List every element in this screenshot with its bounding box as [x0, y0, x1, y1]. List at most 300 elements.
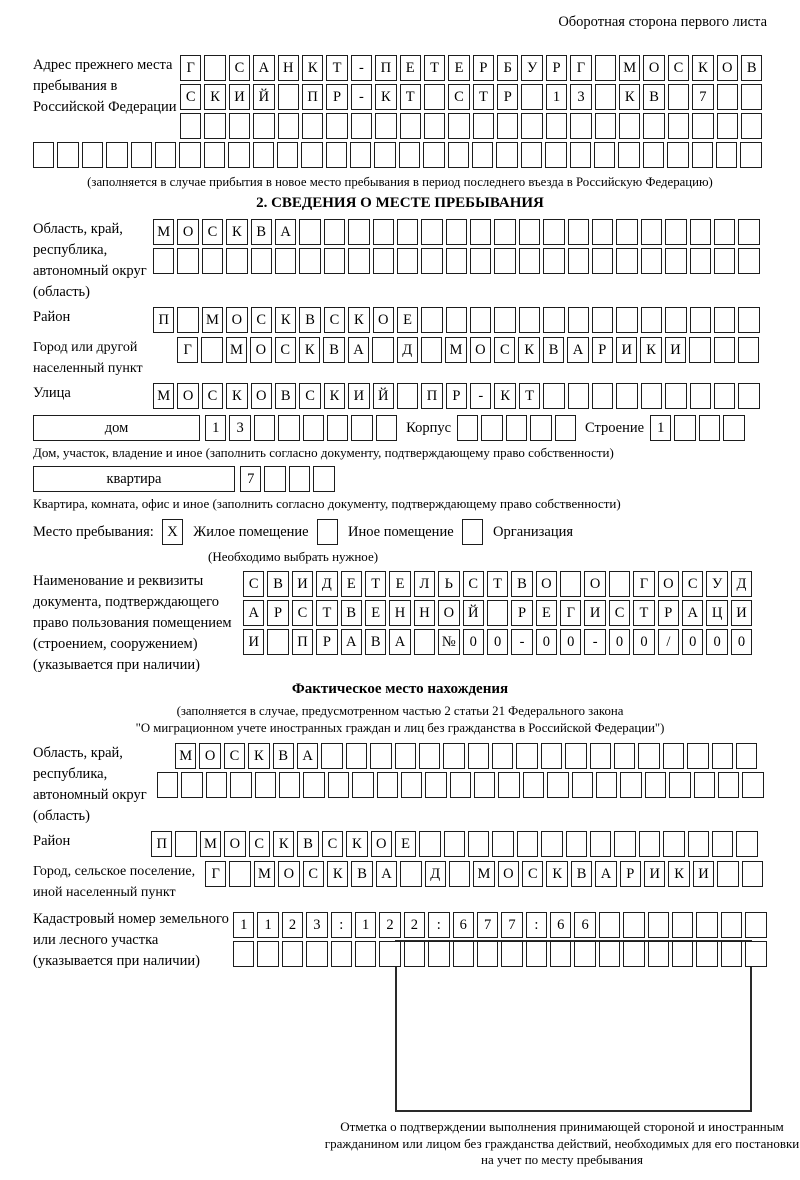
char-cell: А [297, 743, 318, 769]
char-cell [560, 571, 581, 597]
char-cell [690, 248, 711, 274]
char-cell [738, 383, 759, 409]
char-cell: О [250, 337, 271, 363]
char-cell: О [251, 383, 272, 409]
field-apartment [33, 466, 767, 492]
char-cell [494, 248, 515, 274]
char-cell: О [498, 861, 519, 887]
char-cell: И [644, 861, 665, 887]
char-cell [229, 861, 250, 887]
char-cell: К [668, 861, 689, 887]
char-cell [738, 248, 759, 274]
char-cell [428, 941, 449, 967]
char-cell: Е [395, 831, 416, 857]
char-cell: Т [473, 84, 494, 110]
char-row [33, 142, 767, 168]
char-cell: Т [424, 55, 445, 81]
char-cell: Р [267, 600, 288, 626]
char-cell [106, 142, 127, 168]
char-cell: О [536, 571, 557, 597]
char-cell: О [373, 307, 394, 333]
char-cell: 0 [633, 629, 654, 655]
char-cell: П [292, 629, 313, 655]
char-row [243, 629, 752, 655]
char-cell: : [526, 912, 547, 938]
char-cell [399, 142, 420, 168]
char-row [233, 912, 767, 938]
char-cell [57, 142, 78, 168]
char-cell: Н [389, 600, 410, 626]
char-cell [395, 743, 416, 769]
char-cell: С [448, 84, 469, 110]
char-cell [718, 772, 739, 798]
char-cell [204, 113, 225, 139]
char-cell [690, 307, 711, 333]
stay-type-label: Место пребывания: [33, 523, 154, 540]
char-cell: Й [373, 383, 394, 409]
char-cell [497, 113, 518, 139]
char-cell: О [470, 337, 491, 363]
stamp-caption: Отметка о подтверждении выполнения принимающей стороной и иностранным гражданином или лицом без гражданства действий, необходимых для его постановки на учет по месту пребывания [324, 1119, 800, 1167]
char-cell [131, 142, 152, 168]
char-cell [376, 415, 397, 441]
char-cell [450, 772, 471, 798]
char-cell [547, 772, 568, 798]
char-cell [264, 466, 285, 492]
char-cell: Ц [706, 600, 727, 626]
char-cell [299, 248, 320, 274]
char-cell [419, 743, 440, 769]
char-cell [421, 337, 442, 363]
char-cell [414, 629, 435, 655]
char-cell: Р [511, 600, 532, 626]
char-cell [555, 415, 576, 441]
char-cell: Е [536, 600, 557, 626]
char-cell: Й [253, 84, 274, 110]
char-row [180, 84, 762, 110]
char-cell: Н [278, 55, 299, 81]
char-cell: В [741, 55, 762, 81]
char-cell: К [494, 383, 515, 409]
char-cell [277, 142, 298, 168]
char-cell [648, 941, 669, 967]
char-cell [745, 912, 766, 938]
char-cell [648, 912, 669, 938]
char-cell: У [706, 571, 727, 597]
char-cell [299, 219, 320, 245]
char-cell: Г [205, 861, 226, 887]
char-cell [397, 383, 418, 409]
char-cell [543, 383, 564, 409]
char-cell: Л [414, 571, 435, 597]
field-actual-district [33, 831, 767, 857]
char-cell: Г [180, 55, 201, 81]
char-cell: Р [497, 84, 518, 110]
char-cell: К [275, 307, 296, 333]
char-cell [206, 772, 227, 798]
char-cell [616, 383, 637, 409]
char-cell [740, 142, 761, 168]
char-cell: - [470, 383, 491, 409]
char-cell: О [584, 571, 605, 597]
char-cell: : [428, 912, 449, 938]
section2-title: 2. СВЕДЕНИЯ О МЕСТЕ ПРЕБЫВАНИЯ [256, 195, 544, 211]
char-cell: С [251, 307, 272, 333]
char-cell [301, 142, 322, 168]
char-cell: Д [731, 571, 752, 597]
char-row [151, 831, 758, 857]
field-region [33, 219, 767, 303]
char-row [153, 219, 760, 245]
char-cell: № [438, 629, 459, 655]
char-cell [453, 941, 474, 967]
char-cell [641, 219, 662, 245]
char-cell [716, 142, 737, 168]
char-cell [672, 912, 693, 938]
char-cell [492, 831, 513, 857]
char-cell: Р [316, 629, 337, 655]
char-cell [721, 941, 742, 967]
char-cell [714, 337, 735, 363]
char-cell [568, 307, 589, 333]
char-cell [506, 415, 527, 441]
char-cell: М [200, 831, 221, 857]
char-cell: В [351, 861, 372, 887]
char-cell [521, 84, 542, 110]
char-cell: А [253, 55, 274, 81]
char-cell [457, 415, 478, 441]
char-cell [254, 415, 275, 441]
char-cell: - [511, 629, 532, 655]
char-row [243, 600, 752, 626]
char-cell [33, 142, 54, 168]
char-row [175, 743, 764, 769]
char-cell: Р [326, 84, 347, 110]
char-cell: О [643, 55, 664, 81]
char-cell [521, 113, 542, 139]
char-cell [668, 84, 689, 110]
char-cell: Т [519, 383, 540, 409]
char-cell [623, 941, 644, 967]
char-cell [501, 941, 522, 967]
char-cell: 0 [682, 629, 703, 655]
char-cell [692, 113, 713, 139]
char-cell [421, 248, 442, 274]
char-cell: 7 [692, 84, 713, 110]
char-cell [425, 772, 446, 798]
checkbox-organization [462, 519, 483, 545]
char-cell [351, 113, 372, 139]
char-cell [519, 219, 540, 245]
char-cell [714, 383, 735, 409]
char-cell [616, 248, 637, 274]
char-cell: И [229, 84, 250, 110]
char-cell: 7 [240, 466, 261, 492]
char-cell [181, 772, 202, 798]
char-cell [526, 941, 547, 967]
char-cell: 1 [546, 84, 567, 110]
char-cell [302, 113, 323, 139]
char-cell [717, 861, 738, 887]
char-cell: К [248, 743, 269, 769]
char-cell: В [571, 861, 592, 887]
char-cell [669, 772, 690, 798]
char-cell [741, 113, 762, 139]
char-cell: И [616, 337, 637, 363]
char-cell [717, 113, 738, 139]
char-cell [253, 113, 274, 139]
char-cell: М [175, 743, 196, 769]
char-cell [275, 248, 296, 274]
char-cell [594, 142, 615, 168]
char-cell [674, 415, 695, 441]
char-cell [155, 142, 176, 168]
char-cell: С [668, 55, 689, 81]
char-cell: : [331, 912, 352, 938]
char-cell: Д [425, 861, 446, 887]
char-cell: Б [497, 55, 518, 81]
char-cell [373, 248, 394, 274]
char-cell: А [567, 337, 588, 363]
char-cell [639, 831, 660, 857]
char-cell: И [665, 337, 686, 363]
char-row [205, 861, 763, 887]
char-row [240, 466, 335, 492]
char-cell: О [177, 383, 198, 409]
previous-address-caption: (заполняется в случае прибытия в новое место пребывания в период последнего въезда в Российскую Федерацию) [87, 175, 713, 189]
char-cell: 0 [706, 629, 727, 655]
char-cell [470, 307, 491, 333]
char-cell: К [204, 84, 225, 110]
char-cell: Т [365, 571, 386, 597]
char-row [233, 941, 767, 967]
char-cell: 1 [205, 415, 226, 441]
char-cell: 2 [404, 912, 425, 938]
char-cell [543, 248, 564, 274]
char-cell: М [445, 337, 466, 363]
actual-location-caption [33, 703, 767, 737]
char-cell: С [224, 743, 245, 769]
char-cell [278, 113, 299, 139]
char-cell [253, 142, 274, 168]
char-cell: С [292, 600, 313, 626]
char-cell: 6 [574, 912, 595, 938]
char-cell: П [302, 84, 323, 110]
back-side-note: Оборотная сторона первого листа [558, 14, 767, 30]
char-cell: В [341, 600, 362, 626]
char-cell [255, 772, 276, 798]
char-cell [665, 248, 686, 274]
char-cell [599, 912, 620, 938]
char-cell [397, 248, 418, 274]
char-cell [177, 307, 198, 333]
char-cell [516, 743, 537, 769]
char-cell: К [327, 861, 348, 887]
char-cell [257, 941, 278, 967]
char-cell [590, 743, 611, 769]
district-label: Район [33, 309, 71, 325]
char-cell: 7 [501, 912, 522, 938]
char-cell [372, 337, 393, 363]
char-cell [374, 142, 395, 168]
char-cell [616, 219, 637, 245]
char-cell [352, 772, 373, 798]
char-cell: Д [316, 571, 337, 597]
char-cell [201, 337, 222, 363]
char-cell: Г [560, 600, 581, 626]
char-cell: Й [463, 600, 484, 626]
char-cell [619, 113, 640, 139]
char-cell [745, 941, 766, 967]
char-cell [251, 248, 272, 274]
char-cell: В [323, 337, 344, 363]
char-cell: Е [365, 600, 386, 626]
char-cell [590, 831, 611, 857]
char-cell: Д [397, 337, 418, 363]
char-cell: К [324, 383, 345, 409]
house-type-box: дом [33, 415, 200, 441]
korpus-label: Корпус [406, 419, 452, 436]
char-cell: Е [389, 571, 410, 597]
char-cell [324, 219, 345, 245]
char-cell: С [324, 307, 345, 333]
char-cell: Е [397, 307, 418, 333]
char-cell [641, 307, 662, 333]
char-cell: Е [400, 55, 421, 81]
char-cell: С [494, 337, 515, 363]
char-cell [177, 248, 198, 274]
char-row [243, 571, 752, 597]
char-cell: 2 [282, 912, 303, 938]
char-cell: И [243, 629, 264, 655]
char-cell [568, 248, 589, 274]
char-cell [736, 831, 757, 857]
char-cell [546, 113, 567, 139]
char-cell: 0 [609, 629, 630, 655]
char-cell [472, 142, 493, 168]
char-cell [574, 941, 595, 967]
char-cell [667, 142, 688, 168]
char-cell [663, 743, 684, 769]
char-cell [570, 142, 591, 168]
char-cell: А [348, 337, 369, 363]
char-cell [665, 383, 686, 409]
char-cell: О [226, 307, 247, 333]
char-row [177, 337, 759, 363]
char-cell: С [299, 383, 320, 409]
char-cell [492, 743, 513, 769]
char-cell [721, 912, 742, 938]
char-cell: И [693, 861, 714, 887]
char-cell: С [275, 337, 296, 363]
char-cell [470, 219, 491, 245]
char-cell [498, 772, 519, 798]
char-cell: И [731, 600, 752, 626]
char-cell [448, 142, 469, 168]
char-cell [303, 772, 324, 798]
char-cell: А [376, 861, 397, 887]
char-cell: 7 [477, 912, 498, 938]
char-cell [473, 113, 494, 139]
char-cell [717, 84, 738, 110]
char-cell: 3 [229, 415, 250, 441]
char-cell [326, 113, 347, 139]
char-cell [570, 113, 591, 139]
char-cell [230, 772, 251, 798]
char-cell: В [643, 84, 664, 110]
char-cell [638, 743, 659, 769]
apartment-type-box: квартира [33, 466, 235, 492]
char-cell [401, 772, 422, 798]
char-cell [699, 415, 720, 441]
char-cell [623, 912, 644, 938]
char-cell [202, 248, 223, 274]
char-cell: М [254, 861, 275, 887]
char-cell [541, 743, 562, 769]
char-cell [448, 113, 469, 139]
char-cell: С [463, 571, 484, 597]
char-cell [696, 941, 717, 967]
char-cell: П [375, 55, 396, 81]
char-cell: М [153, 219, 174, 245]
char-cell: К [302, 55, 323, 81]
char-cell [572, 772, 593, 798]
document-label: Наименование и реквизиты документа, подтверждающего право пользования помещением (строением, сооружением) (указывается при наличии) [33, 573, 232, 673]
char-cell [449, 861, 470, 887]
char-cell [289, 466, 310, 492]
char-cell [331, 941, 352, 967]
char-cell [690, 219, 711, 245]
field-actual-region [33, 743, 767, 827]
char-row [153, 248, 760, 274]
checkbox-other-premises [317, 519, 338, 545]
char-cell: И [348, 383, 369, 409]
char-cell: К [226, 219, 247, 245]
char-cell: Т [316, 600, 337, 626]
char-cell [421, 307, 442, 333]
char-cell: В [543, 337, 564, 363]
char-cell [446, 307, 467, 333]
char-cell [474, 772, 495, 798]
char-cell [530, 415, 551, 441]
actual-caption-line1: (заполняется в случае, предусмотренном частью 2 статьи 21 Федерального закона [176, 704, 624, 718]
char-cell [550, 941, 571, 967]
char-cell [618, 142, 639, 168]
char-cell: О [658, 571, 679, 597]
char-cell: - [584, 629, 605, 655]
char-cell [519, 307, 540, 333]
char-cell: 6 [453, 912, 474, 938]
stay-type-caption: (Необходимо выбрать нужное) [208, 549, 379, 564]
char-cell: В [365, 629, 386, 655]
char-cell [565, 743, 586, 769]
char-cell: В [297, 831, 318, 857]
char-cell [379, 941, 400, 967]
char-cell: К [619, 84, 640, 110]
char-cell [446, 248, 467, 274]
char-cell [346, 743, 367, 769]
char-cell [645, 772, 666, 798]
char-cell [351, 415, 372, 441]
char-cell: 0 [560, 629, 581, 655]
char-cell: С [180, 84, 201, 110]
actual-location-title: Фактическое место нахождения [291, 681, 509, 697]
char-cell: О [438, 600, 459, 626]
char-cell: 1 [650, 415, 671, 441]
char-cell: А [275, 219, 296, 245]
char-row [650, 415, 745, 441]
char-cell: С [229, 55, 250, 81]
